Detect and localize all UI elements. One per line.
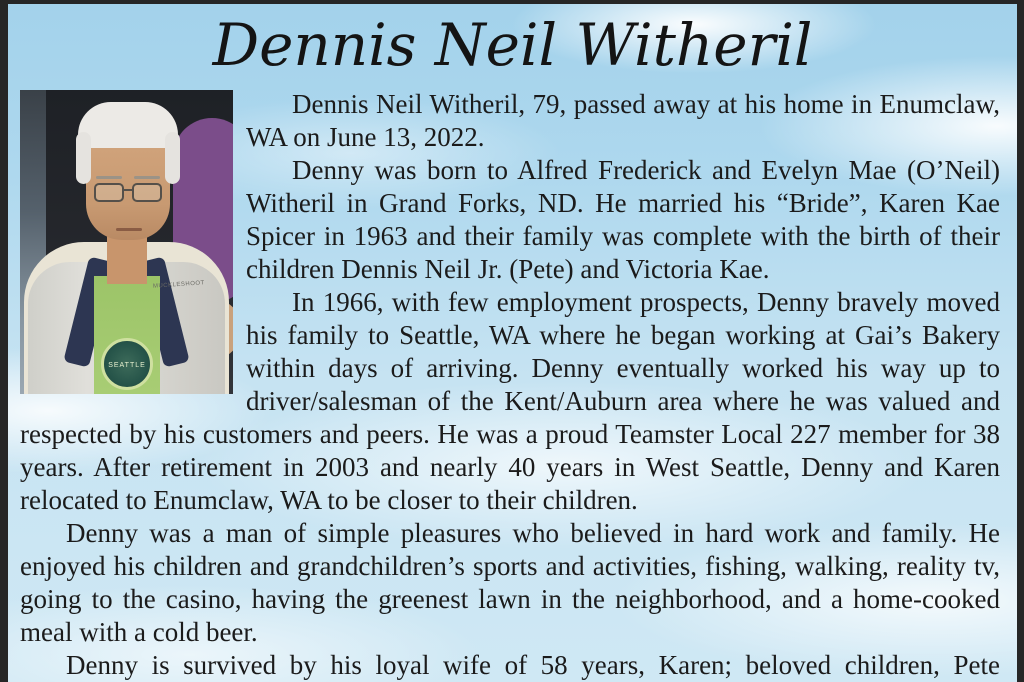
photo-glasses-lens-left [94,183,124,202]
photo-eyebrow-left [96,176,122,179]
obituary-paragraph-4: Denny was a man of simple pleasures who believed in hard work and family. He enjoyed his children and grandchildren’s sports and activities, fishing, walking, reality tv, going to the casino, having the greenest lawn in the neighborhood, and a home-cooked meal with a cold beer. [20,518,1000,647]
photo-hair-side-right [165,132,180,184]
obituary-paragraph-2: Denny was born to Alfred Frederick and Evelyn Mae (O’Neil) Witheril in Grand Forks, ND. He married his “Bride”, Karen Kae Spicer in 1963 and their family was complete with the birth of their children Dennis Neil Jr. (Pete) and Victoria Kae. [246,155,1000,284]
photo-eyebrow-right [134,176,160,179]
obituary-body [8,88,1017,682]
photo-hair-side-left [76,132,91,184]
obituary-paragraph-1: Dennis Neil Witheril, 79, passed away at his home in Enumclaw, WA on June 13, 2022. [246,89,1000,152]
photo-shirt-logo [101,338,153,390]
photo-shirt-logo-text: SEATTLE [108,362,146,369]
obituary-paragraph-5: Denny is survived by his loyal wife of 58 years, Karen; beloved children, Pete [66,650,1000,680]
photo-jacket-text: MUCKLESHOOT [152,280,206,290]
obituary-title: Dennis Neil Witheril [212,11,813,79]
portrait-photo [20,90,233,394]
photo-hair [78,102,178,148]
photo-glasses-bridge [124,189,132,191]
obituary-paragraph-3: In 1966, with few employment prospects, Denny bravely moved his family to Seattle, WA where he began working at Gai’s Bakery within days of arriving. Denny eventually worked his way up to driver/salesman of the Kent/Auburn area where he was valued and respected by his customers and peers. He was a proud Teamster Local 227 member for 38 years. After retirement in 2003 and nearly 40 years in West Seattle, Denny and Karen relocated to Enumclaw, WA to be closer to their children. [20,287,1000,515]
photo-mouth [116,228,142,231]
photo-glasses-lens-right [132,183,162,202]
